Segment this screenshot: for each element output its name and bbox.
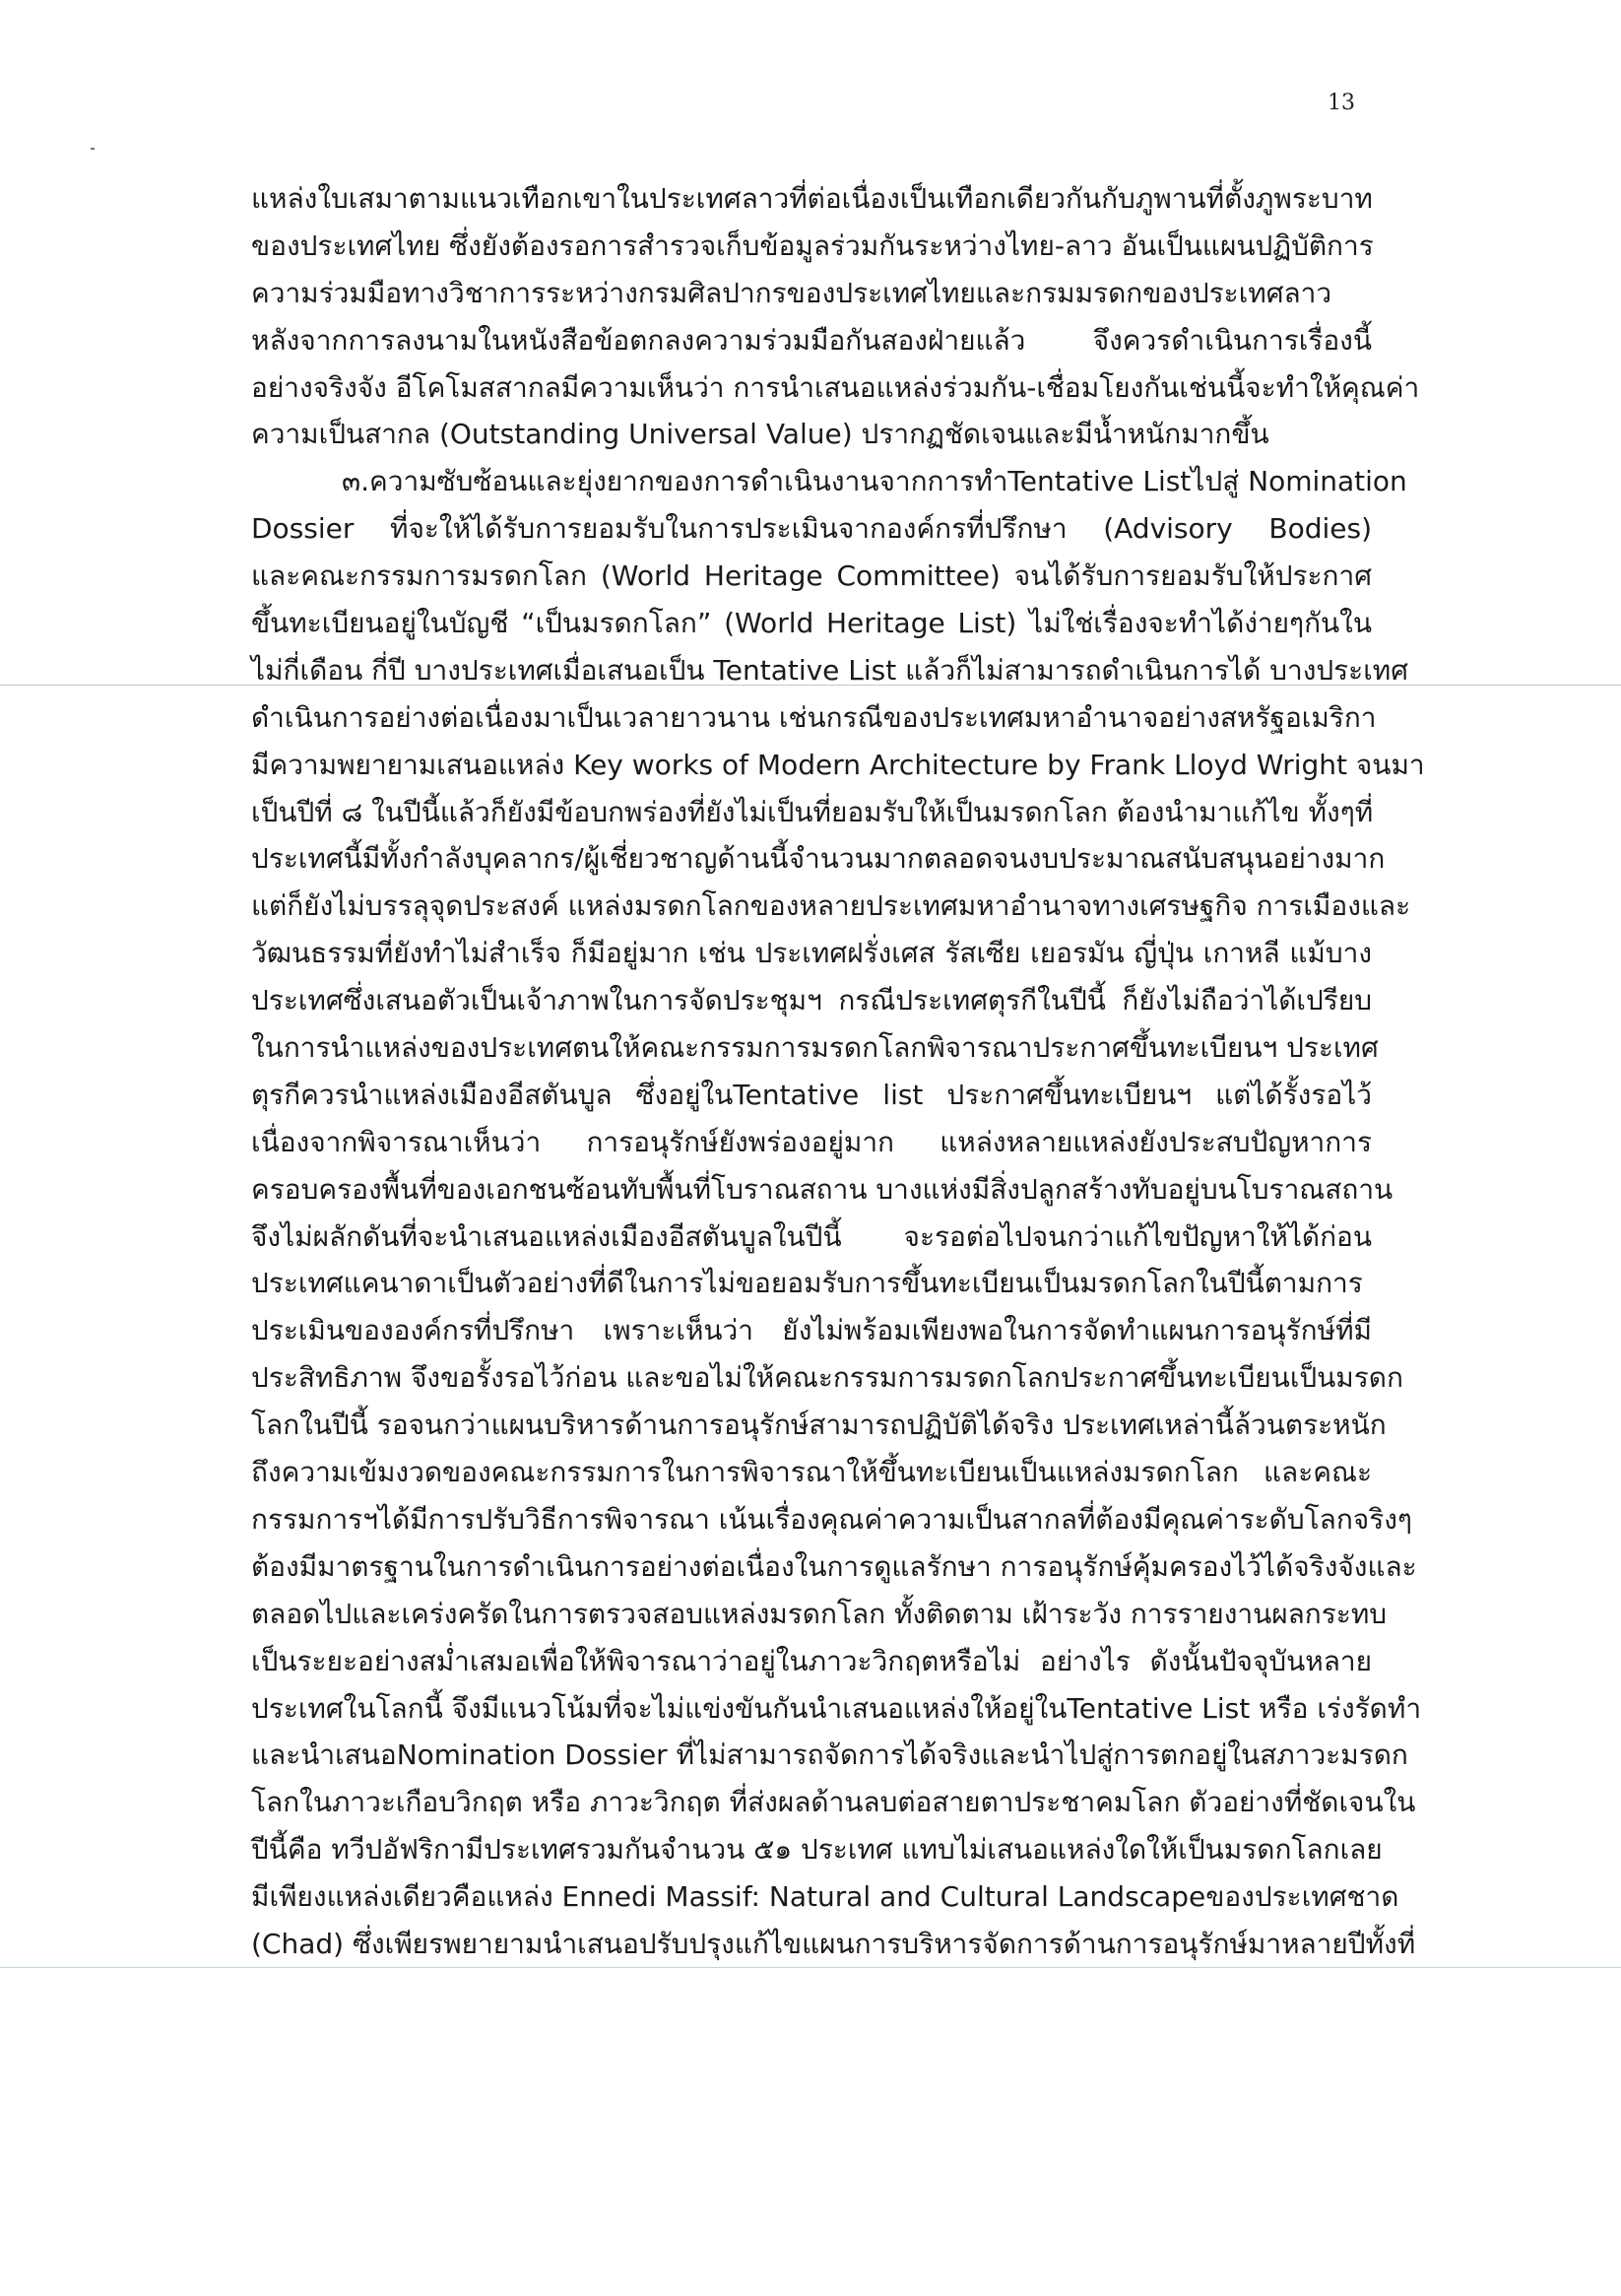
text-line: เป็นระยะอย่างสม่ำเสมอเพื่อให้พิจารณาว่าอยู่ในภาวะวิกฤตหรือไม่ อย่างไร ดังนั้นปัจจุบันหลาย (251, 1644, 1372, 1677)
text-line: เป็นปีที่ ๘ ในปีนี้แล้วก็ยังมีข้อบกพร่องที่ยังไม่เป็นที่ยอมรับให้เป็นมรดกโลก ต้องนำมาแก้ไข ทั้งๆที่ (251, 795, 1374, 828)
text-line: ขึ้นทะเบียนอยู่ในบัญชี “เป็นมรดกโลก” (World Heritage List) ไม่ใช่เรื่องจะทำได้ง่ายๆกันใน (251, 607, 1372, 640)
text-line: แหล่งใบเสมาตามแนวเทือกเขาในประเทศลาวที่ต่อเนื่องเป็นเทือกเดียวกันกับภูพานที่ตั้งภูพระบาท (251, 182, 1373, 215)
page-number: 13 (1328, 91, 1355, 115)
text-line: มีเพียงแหล่งเดียวคือแหล่ง Ennedi Massif: Natural and Cultural Landscapeของประเทศชาด (251, 1880, 1399, 1914)
text-line: หลังจากการลงนามในหนังสือข้อตกลงความร่วมมือกันสองฝ่ายแล้ว จึงควรดำเนินการเรื่องนี้ (251, 323, 1372, 357)
text-line: กรรมการฯได้มีการปรับวิธีการพิจารณา เน้นเรื่องคุณค่าความเป็นสากลที่ต้องมีคุณค่าระดับโลกจริงๆ (251, 1502, 1412, 1536)
text-line: ปีนี้คือ ทวีปอัฟริกามีประเทศรวมกันจำนวน ๕๑ ประเทศ แทบไม่เสนอแหล่งใดให้เป็นมรดกโลกเลย (251, 1833, 1383, 1867)
text-line: มีความพยายามเสนอแหล่ง Key works of Modern Architecture by Frank Lloyd Wright จนมา (251, 748, 1425, 781)
text-line: ๓.ความซับซ้อนและยุ่งยากของการดำเนินงานจากการทำTentative Listไปสู่ Nomination (342, 465, 1407, 498)
text-line: ของประเทศไทย ซึ่งยังต้องรอการสำรวจเก็บข้อมูลร่วมกันระหว่างไทย-ลาว อันเป็นแผนปฏิบัติการ (251, 229, 1374, 262)
text-line: ประเทศซึ่งเสนอตัวเป็นเจ้าภาพในการจัดประชุมฯ กรณีประเทศตุรกีในปีนี้ ก็ยังไม่ถือว่าได้เปรียบ (251, 984, 1372, 1017)
text-line: (Chad) ซึ่งเพียรพยายามนำเสนอปรับปรุงแก้ไขแผนการบริหารจัดการด้านการอนุรักษ์มาหลายปีทั้งที่ (251, 1927, 1416, 1960)
text-line: เนื่องจากพิจารณาเห็นว่า การอนุรักษ์ยังพร่องอยู่มาก แหล่งหลายแหล่งยังประสบปัญหาการ (251, 1125, 1372, 1158)
text-line: จึงไม่ผลักดันที่จะนำเสนอแหล่งเมืองอีสตันบูลในปีนี้ จะรอต่อไปจนกว่าแก้ไขปัญหาให้ได้ก่อน (251, 1219, 1372, 1253)
text-line: ดำเนินการอย่างต่อเนื่องมาเป็นเวลายาวนาน เช่นกรณีของประเทศมหาอำนาจอย่างสหรัฐอเมริกา (251, 700, 1377, 734)
text-line: อย่างจริงจัง อีโคโมสสากลมีความเห็นว่า การนำเสนอแหล่งร่วมกัน-เชื่อมโยงกันเช่นนี้จะทำให้คุณค่า (251, 370, 1420, 404)
text-line: ประเทศนี้มีทั้งกำลังบุคลากร/ผู้เชี่ยวชาญด้านนี้จำนวนมากตลอดจนงบประมาณสนับสนุนอย่างมาก (251, 842, 1386, 876)
text-line: โลกในปีนี้ รอจนกว่าแผนบริหารด้านการอนุรักษ์สามารถปฏิบัติได้จริง ประเทศเหล่านี้ล้วนตระหนัก (251, 1409, 1387, 1442)
text-line: ตลอดไปและเคร่งครัดในการตรวจสอบแหล่งมรดกโลก ทั้งติดตาม เฝ้าระวัง การรายงานผลกระทบ (251, 1597, 1388, 1630)
text-line: ถึงความเข้มงวดของคณะกรรมการในการพิจารณาให้ขึ้นทะเบียนเป็นแหล่งมรดกโลก และคณะ (251, 1456, 1372, 1489)
text-line: ความเป็นสากล (Outstanding Universal Value) ปรากฏชัดเจนและมีน้ำหนักมากขึ้น (251, 418, 1269, 451)
text-line: และนำเสนอNomination Dossier ที่ไม่สามารถจัดการได้จริงและนำไปสู่การตกอยู่ในสภาวะมรดก (251, 1738, 1408, 1772)
text-line: โลกในภาวะเกือบวิกฤต หรือ ภาวะวิกฤต ที่ส่งผลด้านลบต่อสายตาประชาคมโลก ตัวอย่างที่ชัดเจนใน (251, 1786, 1416, 1819)
text-line: วัฒนธรรมที่ยังทำไม่สำเร็จ ก็มีอยู่มาก เช่น ประเทศฝรั่งเศส รัสเซีย เยอรมัน ญี่ปุ่น เกาหลี แม้บาง (251, 937, 1372, 970)
text-line: ประเทศในโลกนี้ จึงมีแนวโน้มที่จะไม่แข่งขันกันนำเสนอแหล่งให้อยู่ในTentative List หรือ เร่งรัดทำ (251, 1691, 1422, 1725)
text-line: ความร่วมมือทางวิชาการระหว่างกรมศิลปากรของประเทศไทยและกรมมรดกของประเทศลาว (251, 276, 1332, 309)
text-line: ประเทศแคนาดาเป็นตัวอย่างที่ดีในการไม่ขอยอมรับการขึ้นทะเบียนเป็นมรดกโลกในปีนี้ตามการ (251, 1267, 1363, 1300)
text-line: ประสิทธิภาพ จึงขอรั้งรอไว้ก่อน และขอไม่ให้คณะกรรมการมรดกโลกประกาศขึ้นทะเบียนเป็นมรดก (251, 1361, 1403, 1395)
text-line: ในการนำแหล่งของประเทศตนให้คณะกรรมการมรดกโลกพิจารณาประกาศขึ้นทะเบียนฯ ประเทศ (251, 1031, 1379, 1065)
text-line: ครอบครองพื้นที่ของเอกชนซ้อนทับพื้นที่โบราณสถาน บางแห่งมีสิ่งปลูกสร้างทับอยู่บนโบราณสถาน (251, 1172, 1394, 1206)
text-line: ตุรกีควรนำแหล่งเมืองอีสตันบูล ซึ่งอยู่ในTentative list ประกาศขึ้นทะเบียนฯ แต่ได้รั้งรอไว้ (251, 1078, 1372, 1111)
text-line: แต่ก็ยังไม่บรรลุจุดประสงค์ แหล่งมรดกโลกของหลายประเทศมหาอำนาจทางเศรษฐกิจ การเมืองและ (251, 889, 1411, 923)
text-line: ต้องมีมาตรฐานในการดำเนินการอย่างต่อเนื่องในการดูแลรักษา การอนุรักษ์คุ้มครองไว้ได้จริงจังและ (251, 1549, 1417, 1583)
text-line: และคณะกรรมการมรดกโลก (World Heritage Committee) จนได้รับการยอมรับให้ประกาศ (251, 559, 1372, 593)
text-line: Dossier ที่จะให้ได้รับการยอมรับในการประเมินจากองค์กรที่ปรึกษา (Advisory Bodies) (251, 512, 1372, 546)
scan-speck (91, 148, 95, 150)
text-line: ไม่กี่เดือน กี่ปี บางประเทศเมื่อเสนอเป็น Tentative List แล้วก็ไม่สามารถดำเนินการได้ บางประเทศ (251, 653, 1409, 687)
text-line: ประเมินขององค์กรที่ปรึกษา เพราะเห็นว่า ยังไม่พร้อมเพียงพอในการจัดทำแผนการอนุรักษ์ที่มี (251, 1314, 1372, 1347)
body-text (251, 175, 1425, 1968)
